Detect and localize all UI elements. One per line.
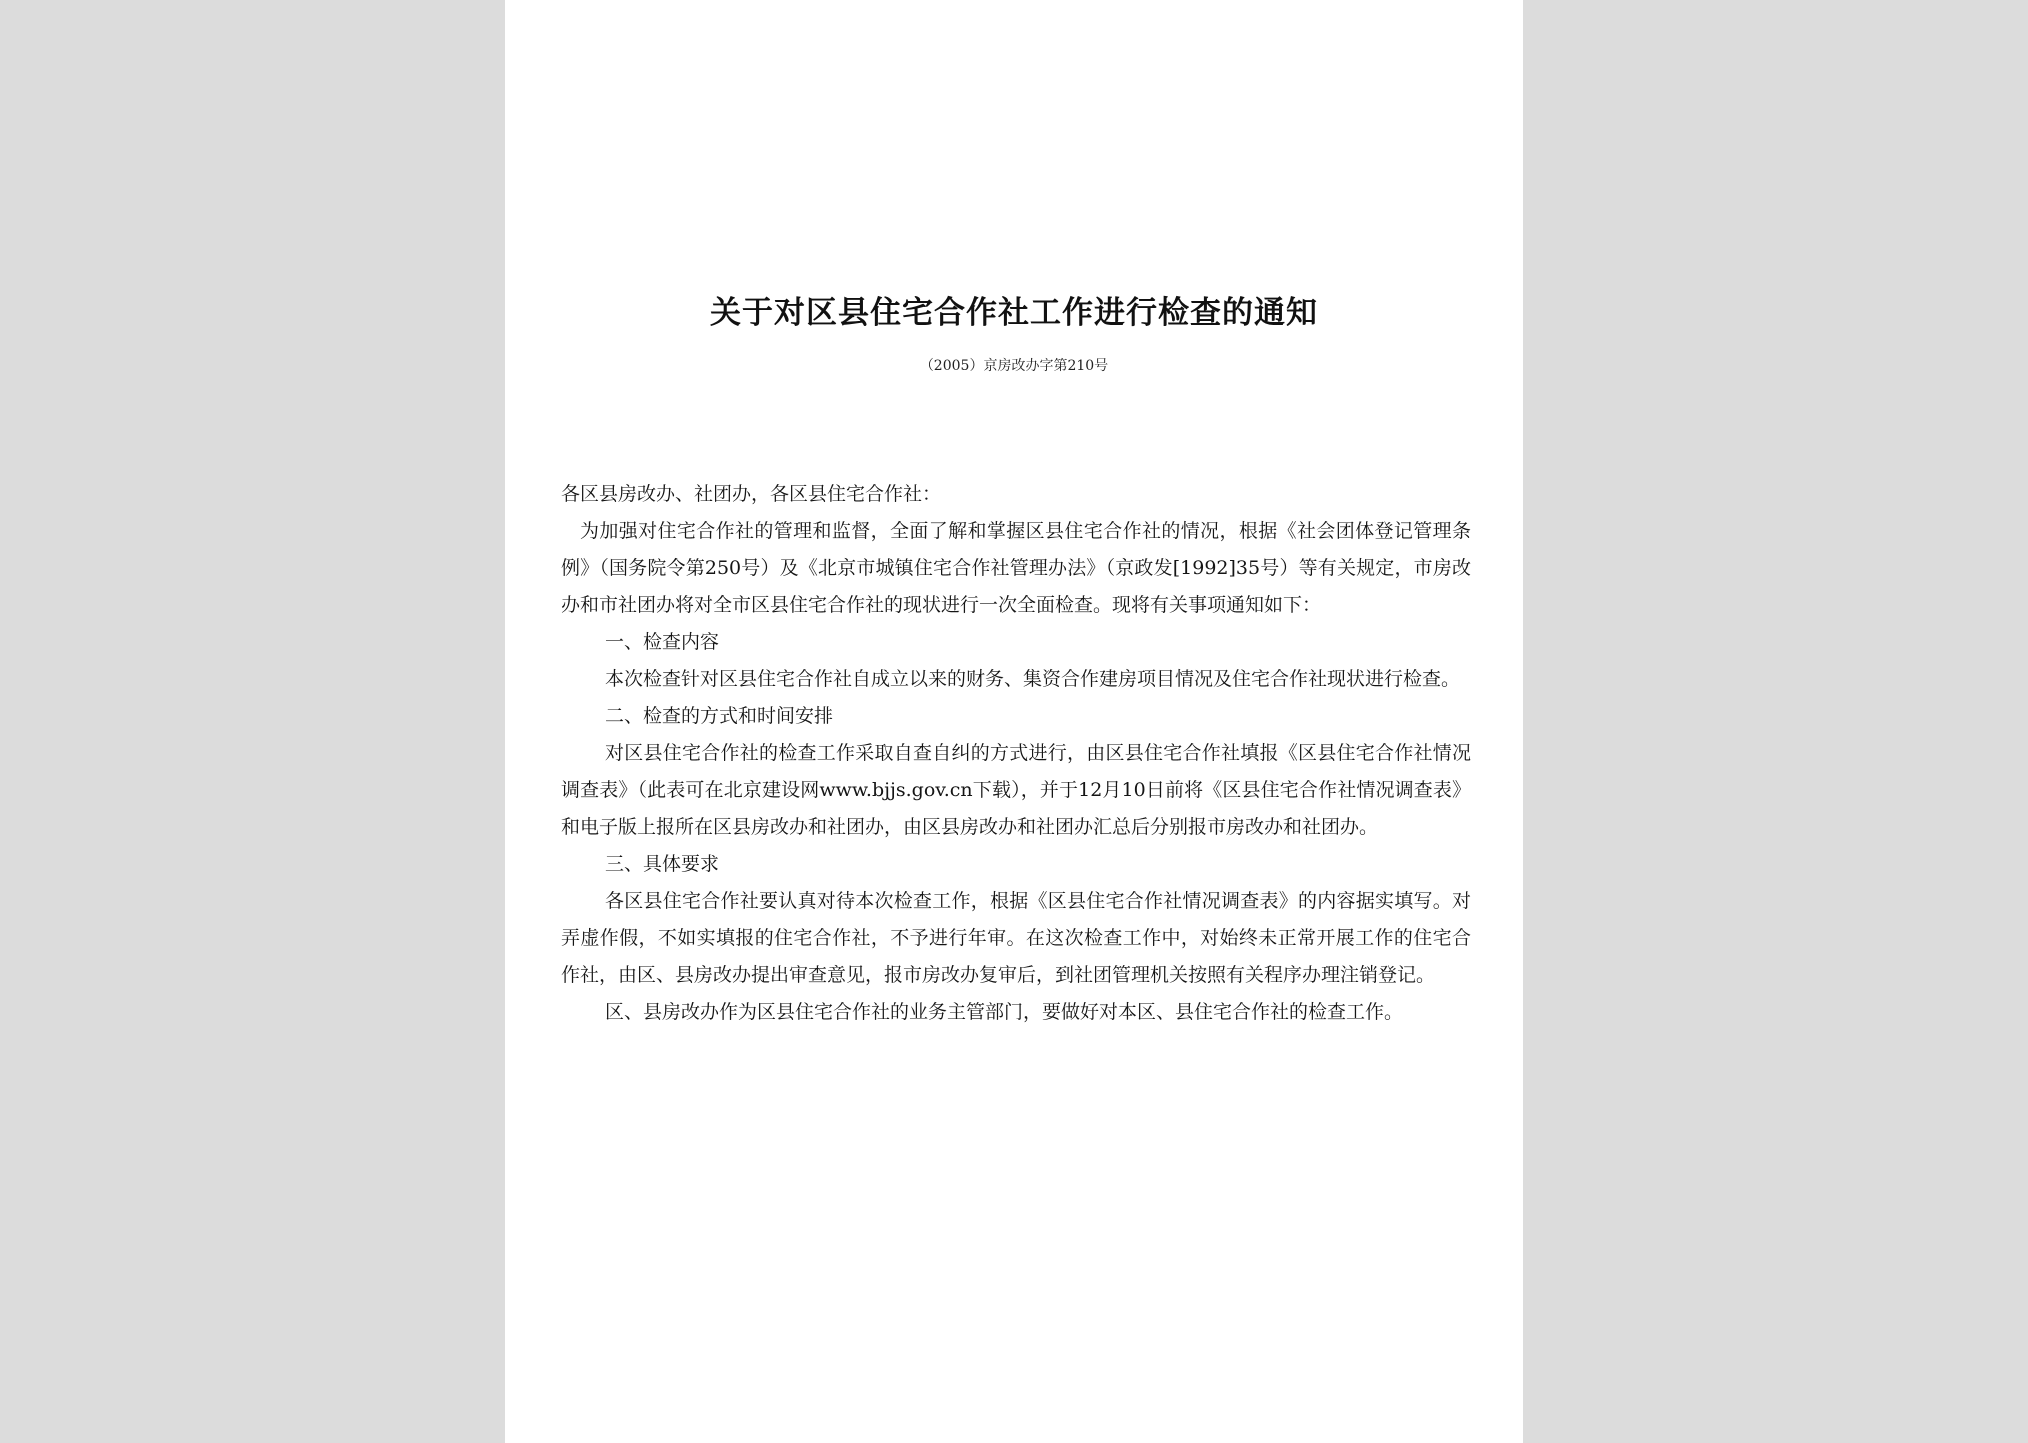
document-title: 关于对区县住宅合作社工作进行检查的通知 <box>710 295 1318 331</box>
section-3-paragraph-2: 区、县房改办作为区县住宅合作社的业务主管部门，要做好对本区、县住宅合作社的检查工作。 <box>605 1001 1404 1023</box>
section-3-heading: 三、具体要求 <box>605 853 720 875</box>
document-body <box>561 476 1471 1031</box>
addressee-line: 各区县房改办、社团办，各区县住宅合作社： <box>561 483 942 505</box>
section-2-heading: 二、检查的方式和时间安排 <box>605 705 834 727</box>
section-3-paragraph-1: 各区县住宅合作社要认真对待本次检查工作，根据《区县住宅合作社情况调查表》的内容据实填写。对弄虚作假，不如实填报的住宅合作社，不予进行年审。在这次检查工作中，对始终未正常开展工作的住宅合作社，由区、县房改办提出审查意见，报市房改办复审后，到社团管理机关按照有关程序办理注销登记。 <box>561 890 1471 986</box>
section-1-paragraph: 本次检查针对区县住宅合作社自成立以来的财务、集资合作建房项目情况及住宅合作社现状进行检查。 <box>605 668 1461 690</box>
section-1-heading: 一、检查内容 <box>605 631 720 653</box>
document-page <box>505 0 1523 1443</box>
intro-paragraph: 为加强对住宅合作社的管理和监督，全面了解和掌握区县住宅合作社的情况，根据《社会团体登记管理条例》（国务院令第250号）及《北京市城镇住宅合作社管理办法》（京政发[1992]35号）等有关规定，市房改办和市社团办将对全市区县住宅合作社的现状进行一次全面检查。现将有关事项通知如下： <box>561 520 1471 616</box>
section-2-paragraph: 对区县住宅合作社的检查工作采取自查自纠的方式进行，由区县住宅合作社填报《区县住宅合作社情况调查表》（此表可在北京建设网www.bjjs.gov.cn下载），并于12月10日前将《区县住宅合作社情况调查表》和电子版上报所在区县房改办和社团办，由区县房改办和社团办汇总后分别报市房改办和社团办。 <box>561 742 1471 838</box>
document-number: （2005）京房改办字第210号 <box>919 358 1109 374</box>
